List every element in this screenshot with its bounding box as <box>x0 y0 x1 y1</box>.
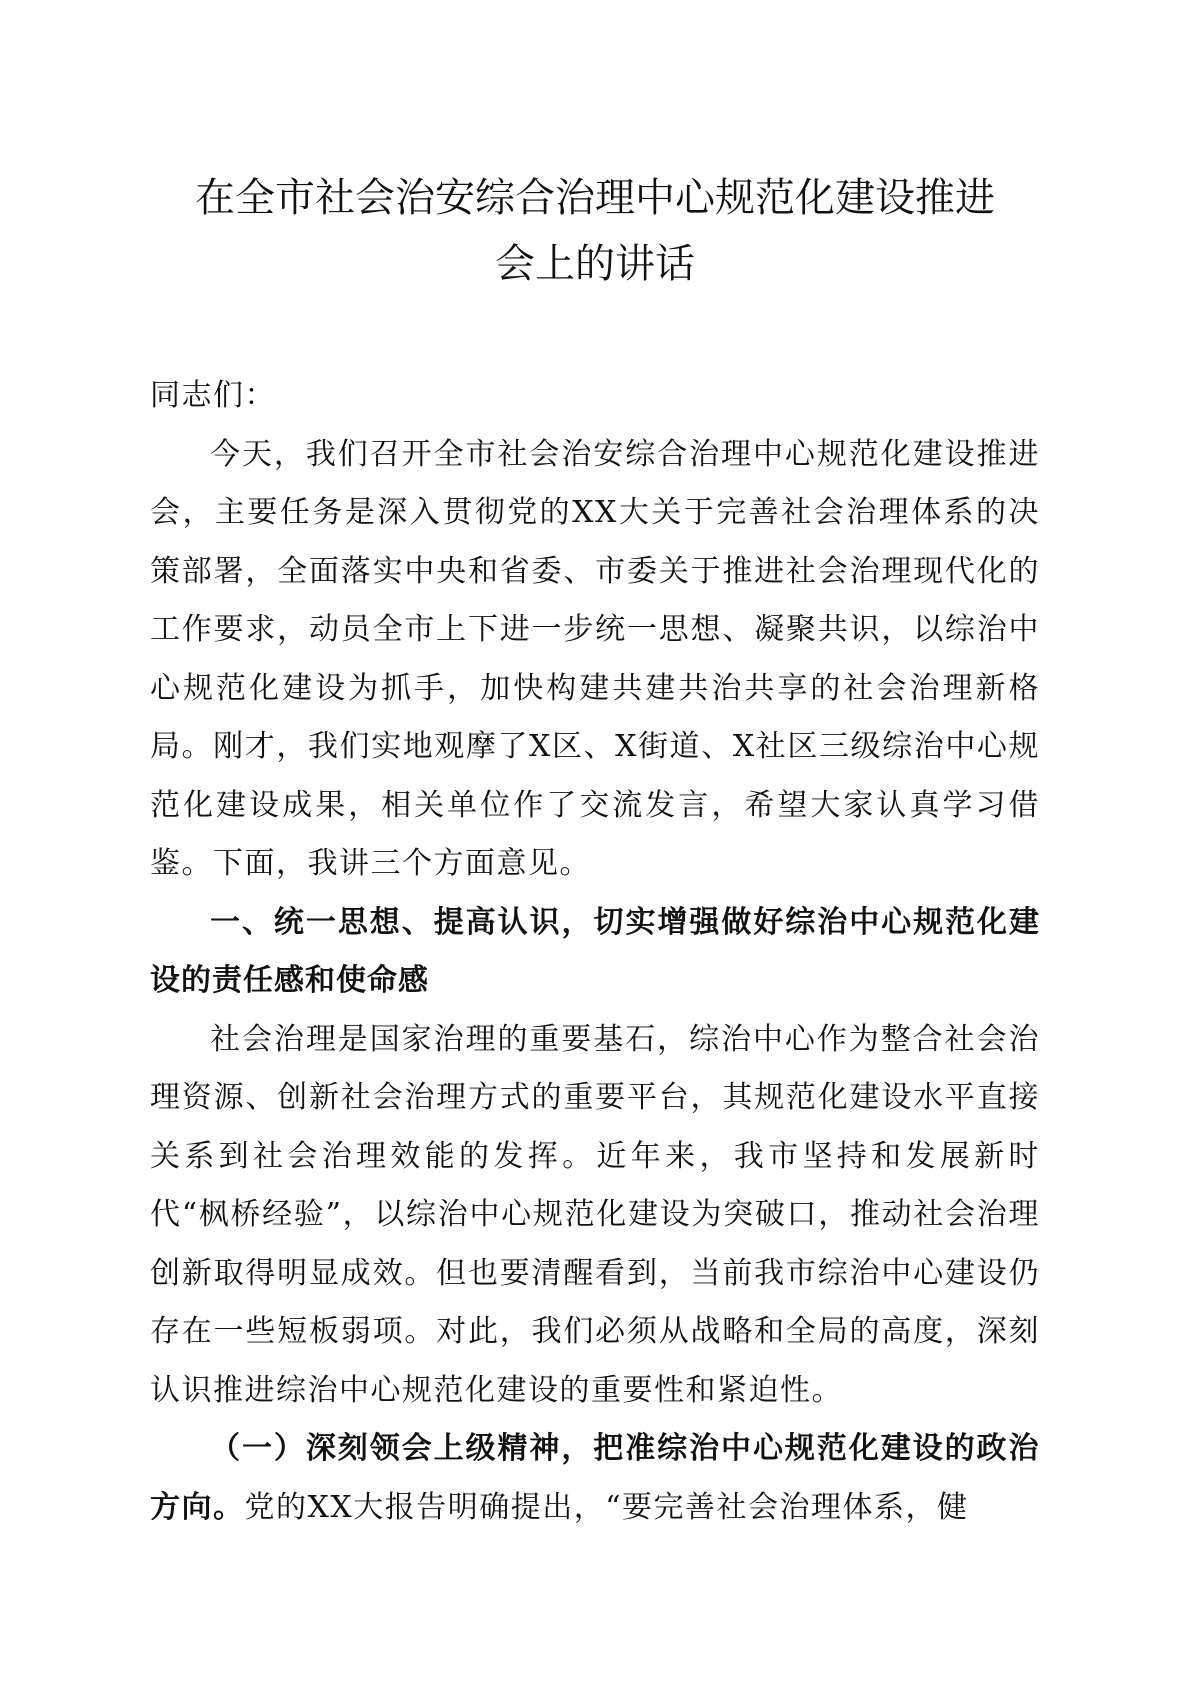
document-body <box>150 367 1040 1537</box>
title-line-2: 会上的讲话 <box>495 241 695 287</box>
title-line-1: 在全市社会治安综合治理中心规范化建设推进 <box>195 175 995 221</box>
document-title <box>150 165 1040 297</box>
paragraph-section-1: 社会治理是国家治理的重要基石，综治中心作为整合社会治理资源、创新社会治理方式的重要平台，其规范化建设水平直接关系到社会治理效能的发挥。近年来，我市坚持和发展新时代“枫桥经验”，以综治中心规范化建设为突破口，推动社会治理创新取得明显成效。但也要清醒看到，当前我市综治中心建设仍存在一些短板弱项。对此，我们必须从战略和全局的高度，深刻认识推进综治中心规范化建设的重要性和紧迫性。 <box>150 1021 1040 1408</box>
document-page <box>150 165 1040 1537</box>
subsection-heading-1: （一）深刻领会上级精神，把准综治中心规范化建设的政治方向。 <box>150 1431 1040 1525</box>
paragraph-intro: 今天，我们召开全市社会治安综合治理中心规范化建设推进会，主要任务是深入贯彻党的XX大关于完善社会治理体系的决策部署，全面落实中央和省委、市委关于推进社会治理现代化的工作要求，动员全市上下进一步统一思想、凝聚共识，以综治中心规范化建设为抓手，加快构建共建共治共享的社会治理新格局。刚才，我们实地观摩了X区、X街道、X社区三级综治中心规范化建设成果，相关单位作了交流发言，希望大家认真学习借鉴。下面，我讲三个方面意见。 <box>150 436 1040 881</box>
salutation: 同志们： <box>150 378 276 413</box>
paragraph-subsection-1 <box>150 1420 1040 1537</box>
section-heading-1: 一、统一思想、提高认识，切实增强做好综治中心规范化建设的责任感和使命感 <box>150 904 1040 998</box>
subsection-text-1: 党的XX大报告明确提出，“要完善社会治理体系，健 <box>244 1489 969 1525</box>
